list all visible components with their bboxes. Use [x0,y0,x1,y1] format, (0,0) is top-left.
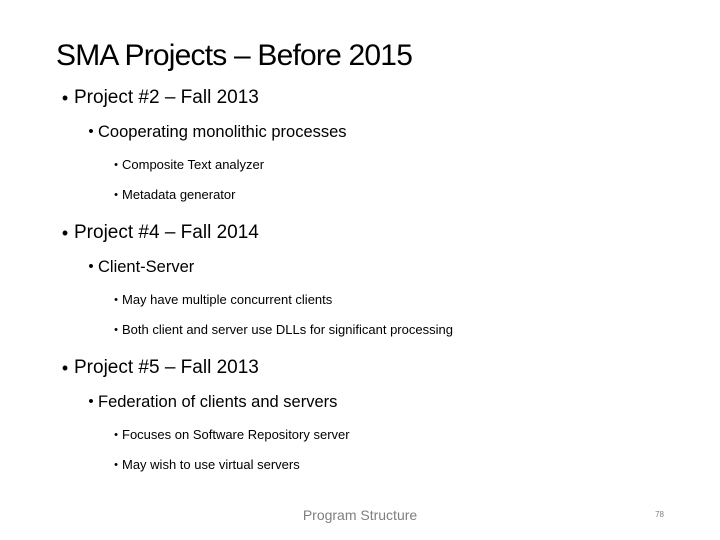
bullet-text: Composite Text analyzer [122,157,265,172]
bullet-dot: • [114,294,118,306]
bullet-dot: • [88,123,94,140]
bullet-text: May wish to use virtual servers [122,457,300,472]
bullet-text: Both client and server use DLLs for significant processing [122,322,453,337]
detail-bullet-project-5-1 [110,426,350,444]
bullet-text: Project #5 – Fall 2013 [74,357,259,378]
detail-bullet-project-5-2 [110,456,300,474]
bullet-dot: • [114,159,118,171]
bullet-project-4 [56,221,259,245]
bullet-dot: • [61,358,69,378]
slide-footer: Program Structure [302,507,418,523]
bullet-dot: • [88,393,94,410]
sub-bullet-project-2-topic [84,121,347,143]
bullet-text: May have multiple concurrent clients [122,292,333,307]
bullet-dot: • [114,189,118,201]
bullet-dot: • [61,88,69,108]
bullet-dot: • [88,258,94,275]
bullet-text: Project #4 – Fall 2014 [74,222,259,243]
bullet-text: Metadata generator [122,187,236,202]
detail-bullet-project-4-2 [110,321,453,339]
bullet-text: Cooperating monolithic processes [98,123,347,141]
slide-title: SMA Projects – Before 2015 [56,39,413,72]
detail-bullet-project-2-2 [110,186,235,204]
detail-bullet-project-2-1 [110,156,264,174]
bullet-text: Focuses on Software Repository server [122,427,350,442]
sub-bullet-project-5-topic [84,391,337,413]
page-number: 78 [655,510,664,519]
bullet-text: Federation of clients and servers [98,393,338,411]
bullet-project-5 [56,356,259,380]
bullet-text: Project #2 – Fall 2013 [74,87,259,108]
bullet-dot: • [114,429,118,441]
detail-bullet-project-4-1 [110,291,332,309]
bullet-dot: • [114,324,118,336]
bullet-text: Client-Server [98,258,195,276]
bullet-dot: • [61,223,69,243]
bullet-project-2 [56,86,259,110]
sub-bullet-project-4-topic [84,256,194,278]
bullet-dot: • [114,459,118,471]
